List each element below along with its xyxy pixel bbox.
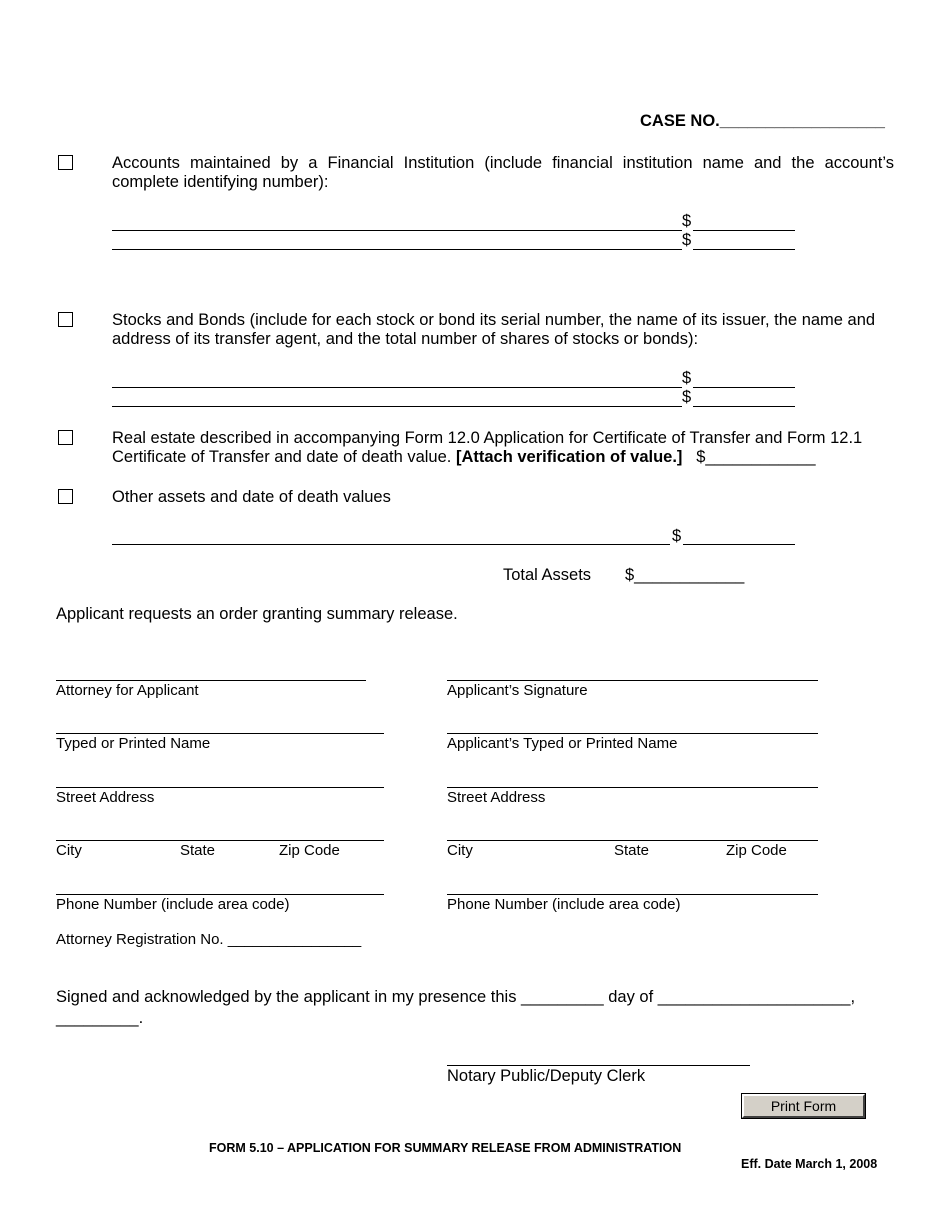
attorney-street-label: Street Address <box>56 789 155 806</box>
financial-accounts-checkbox[interactable] <box>58 155 73 170</box>
applicant-zip-label: Zip Code <box>726 842 787 859</box>
financial-account-line-1[interactable] <box>112 230 682 231</box>
attorney-street-line[interactable] <box>56 787 384 788</box>
financial-accounts-text: Accounts maintained by a Financial Institution (include financial institution name and the account’s complete identifying number): <box>112 154 894 191</box>
applicant-city-label: City <box>447 842 473 859</box>
attach-verification-note: [Attach verification of value.] <box>455 448 683 466</box>
case-number <box>640 112 885 131</box>
applicant-city-line[interactable] <box>447 840 818 841</box>
applicant-name-line[interactable] <box>447 733 818 734</box>
real-estate-description: Real estate described in accompanying Form 12.0 Application for Certificate of Transfer and Form 12.1 Certificate of Transfer and date of death value. <box>112 429 863 466</box>
other-assets-checkbox[interactable] <box>58 489 73 504</box>
effective-date: Eff. Date March 1, 2008 <box>741 1157 878 1171</box>
real-estate-text <box>112 429 902 467</box>
attorney-for-applicant-label: Attorney for Applicant <box>56 682 199 699</box>
applicant-street-label: Street Address <box>447 789 546 806</box>
stocks-amount-2[interactable] <box>693 406 795 407</box>
attorney-registration[interactable]: Attorney Registration No. ________________ <box>56 931 362 948</box>
financial-amount-2[interactable] <box>693 249 795 250</box>
case-no-blank[interactable]: __________________ <box>719 112 885 130</box>
stocks-amount-1[interactable] <box>693 387 795 388</box>
acknowledgment-line-1[interactable]: Signed and acknowledged by the applicant in my presence this _________ day of _____________________, <box>56 988 856 1006</box>
stocks-bonds-checkbox[interactable] <box>58 312 73 327</box>
attorney-city-line[interactable] <box>56 840 384 841</box>
stocks-bonds-text: Stocks and Bonds (include for each stock or bond its serial number, the name of its issuer, the name and address of its transfer agent, and the total number of shares of stocks or bonds): <box>112 311 876 348</box>
applicant-street-line[interactable] <box>447 787 818 788</box>
other-assets-text: Other assets and date of death values <box>112 488 391 506</box>
stocks-line-1[interactable] <box>112 387 682 388</box>
attorney-city-label: City <box>56 842 82 859</box>
total-assets-amount[interactable]: $____________ <box>625 566 745 584</box>
real-estate-amount[interactable]: $____________ <box>696 448 816 466</box>
summary-release-request: Applicant requests an order granting summary release. <box>56 605 458 623</box>
stocks-dollar-1: $ <box>682 369 692 387</box>
applicant-phone-line[interactable] <box>447 894 818 895</box>
applicant-phone-label: Phone Number (include area code) <box>447 896 681 913</box>
case-no-label: CASE NO. <box>640 112 720 130</box>
attorney-phone-label: Phone Number (include area code) <box>56 896 290 913</box>
attorney-signature-line[interactable] <box>56 680 366 681</box>
attorney-zip-label: Zip Code <box>279 842 340 859</box>
real-estate-checkbox[interactable] <box>58 430 73 445</box>
attorney-state-label: State <box>180 842 216 859</box>
stocks-line-2[interactable] <box>112 406 682 407</box>
notary-label: Notary Public/Deputy Clerk <box>447 1067 646 1085</box>
financial-account-line-2[interactable] <box>112 249 682 250</box>
print-form-button[interactable]: Print Form <box>742 1094 865 1118</box>
applicant-signature-label: Applicant’s Signature <box>447 682 588 699</box>
other-assets-amount[interactable] <box>683 544 795 545</box>
financial-dollar-2: $ <box>682 231 692 249</box>
stocks-dollar-2: $ <box>682 388 692 406</box>
applicant-signature-line[interactable] <box>447 680 818 681</box>
other-assets-line[interactable] <box>112 544 670 545</box>
notary-signature-line[interactable] <box>447 1065 750 1066</box>
applicant-state-label: State <box>614 842 650 859</box>
attorney-name-line[interactable] <box>56 733 384 734</box>
applicant-typed-name-label: Applicant’s Typed or Printed Name <box>447 735 678 752</box>
financial-amount-1[interactable] <box>693 230 795 231</box>
form-title: FORM 5.10 – APPLICATION FOR SUMMARY RELEASE FROM ADMINISTRATION <box>209 1141 682 1155</box>
attorney-phone-line[interactable] <box>56 894 384 895</box>
other-assets-dollar: $ <box>672 527 682 545</box>
attorney-typed-name-label: Typed or Printed Name <box>56 735 211 752</box>
acknowledgment-line-2[interactable]: _________. <box>56 1009 144 1027</box>
total-assets-label: Total Assets <box>503 566 592 584</box>
financial-dollar-1: $ <box>682 212 692 230</box>
